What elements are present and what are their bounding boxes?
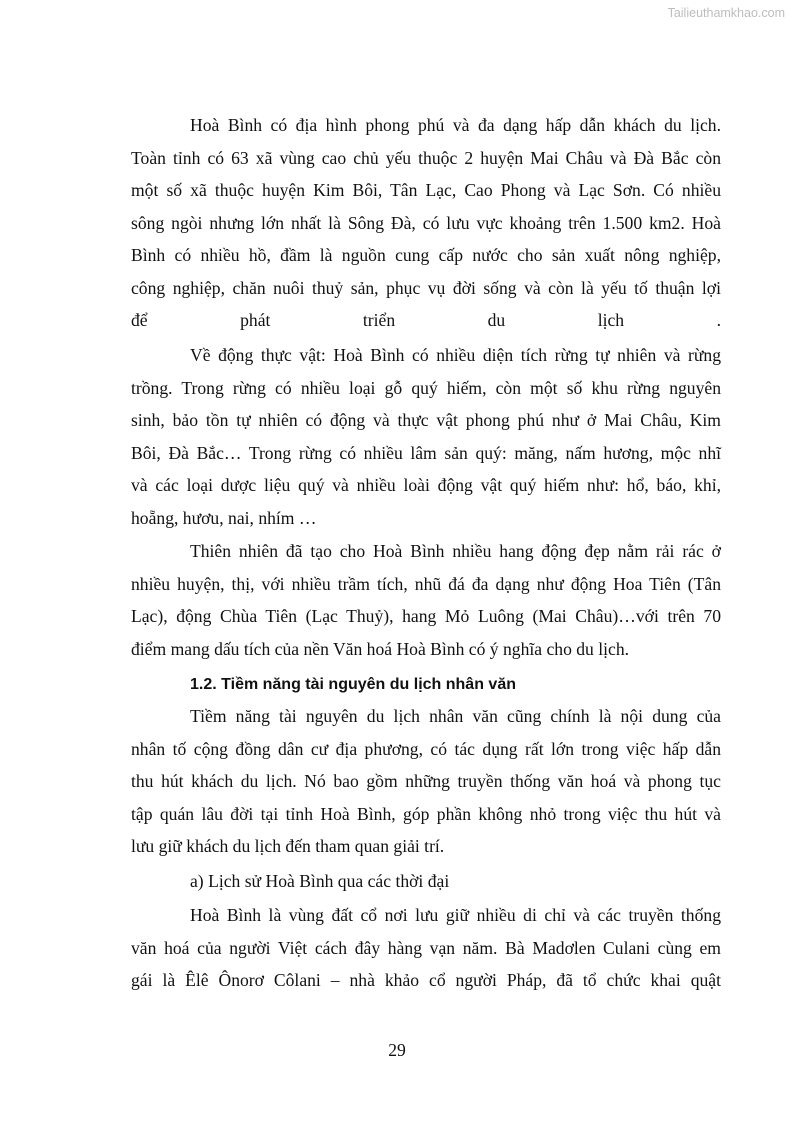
paragraph-line: sông ngòi nhưng lớn nhất là Sông Đà, có lưu vực khoảng trên 1.500 km2. Hoà bbox=[131, 212, 721, 233]
paragraph-line: Toàn tỉnh có 63 xã vùng cao chủ yếu thuộc 2 huyện Mai Châu và Đà Bắc còn bbox=[131, 147, 721, 168]
paragraph-line: Hoà Bình là vùng đất cổ nơi lưu giữ nhiều di chỉ và các truyền thống bbox=[190, 905, 721, 925]
section-heading: 1.2. Tiềm năng tài nguyên du lịch nhân văn bbox=[190, 676, 516, 693]
paragraph-line: thu hút khách du lịch. Nó bao gồm những truyền thống văn hoá và phong tục bbox=[131, 771, 721, 791]
paragraph-line: nhiều huyện, thị, với nhiều trầm tích, nhũ đá đa dạng như động Hoa Tiên (Tân bbox=[131, 573, 721, 594]
paragraph-line: hoẵng, hươu, nai, nhím … bbox=[131, 507, 317, 528]
paragraph-line: Lạc), động Chùa Tiên (Lạc Thuỷ), hang Mỏ Luông (Mai Châu)…với trên 70 bbox=[131, 606, 721, 626]
paragraph-line: sinh, bảo tồn tự nhiên có động và thực vật phong phú như ở Mai Châu, Kim bbox=[131, 410, 721, 430]
paragraph-line: Tiềm năng tài nguyên du lịch nhân văn cũng chính là nội dung của bbox=[190, 706, 721, 726]
paragraph-line: gái là Êlê Ônorơ Côlani – nhà khảo cổ người Pháp, đã tổ chức khai quật bbox=[131, 970, 721, 990]
paragraph-line: Hoà Bình có địa hình phong phú và đa dạng hấp dẫn khách du lịch. bbox=[190, 115, 721, 135]
paragraph-line: Bình có nhiều hồ, đầm là nguồn cung cấp nước cho sản xuất nông nghiệp, bbox=[131, 245, 721, 265]
paragraph-line: Thiên nhiên đã tạo cho Hoà Bình nhiều hang động đẹp nằm rải rác ở bbox=[190, 541, 721, 561]
paragraph-line: Về động thực vật: Hoà Bình có nhiều diện tích rừng tự nhiên và rừng bbox=[190, 345, 721, 365]
paragraph-line: điểm mang dấu tích của nền Văn hoá Hoà Bình có ý nghĩa cho du lịch. bbox=[131, 638, 630, 659]
watermark: Tailieuthamkhao.com bbox=[667, 6, 785, 20]
paragraph-line: nhân tố cộng đồng dân cư địa phương, có tác dụng rất lớn trong việc hấp dẫn bbox=[131, 738, 721, 759]
paragraph-line: để phát triển du lịch . bbox=[131, 310, 721, 330]
paragraph-line: trồng. Trong rừng có nhiều loại gỗ quý hiếm, còn một số khu rừng nguyên bbox=[131, 377, 721, 398]
paragraph-line: a) Lịch sử Hoà Bình qua các thời đại bbox=[190, 871, 450, 891]
paragraph-line: một số xã thuộc huyện Kim Bôi, Tân Lạc, Cao Phong và Lạc Sơn. Có nhiều bbox=[131, 180, 721, 200]
paragraph-line: Bôi, Đà Bắc… Trong rừng có nhiều lâm sản quý: măng, nấm hương, mộc nhĩ bbox=[131, 442, 721, 463]
paragraph-line: văn hoá của người Việt cách đây hàng vạn năm. Bà Madơlen Culani cùng em bbox=[131, 937, 721, 958]
page-number: 29 bbox=[388, 1040, 406, 1060]
paragraph-line: tập quán lâu đời tại tỉnh Hoà Bình, góp phần không nhỏ trong việc thu hút và bbox=[131, 803, 721, 824]
paragraph-line: công nghiệp, chăn nuôi thuỷ sản, phục vụ đời sống và còn là yếu tố thuận lợi bbox=[131, 277, 721, 298]
paragraph-line: và các loại dược liệu quý và nhiều loài động vật quý hiếm như: hổ, báo, khỉ, bbox=[131, 475, 721, 495]
paragraph-line: lưu giữ khách du lịch đến tham quan giải trí. bbox=[131, 836, 445, 856]
